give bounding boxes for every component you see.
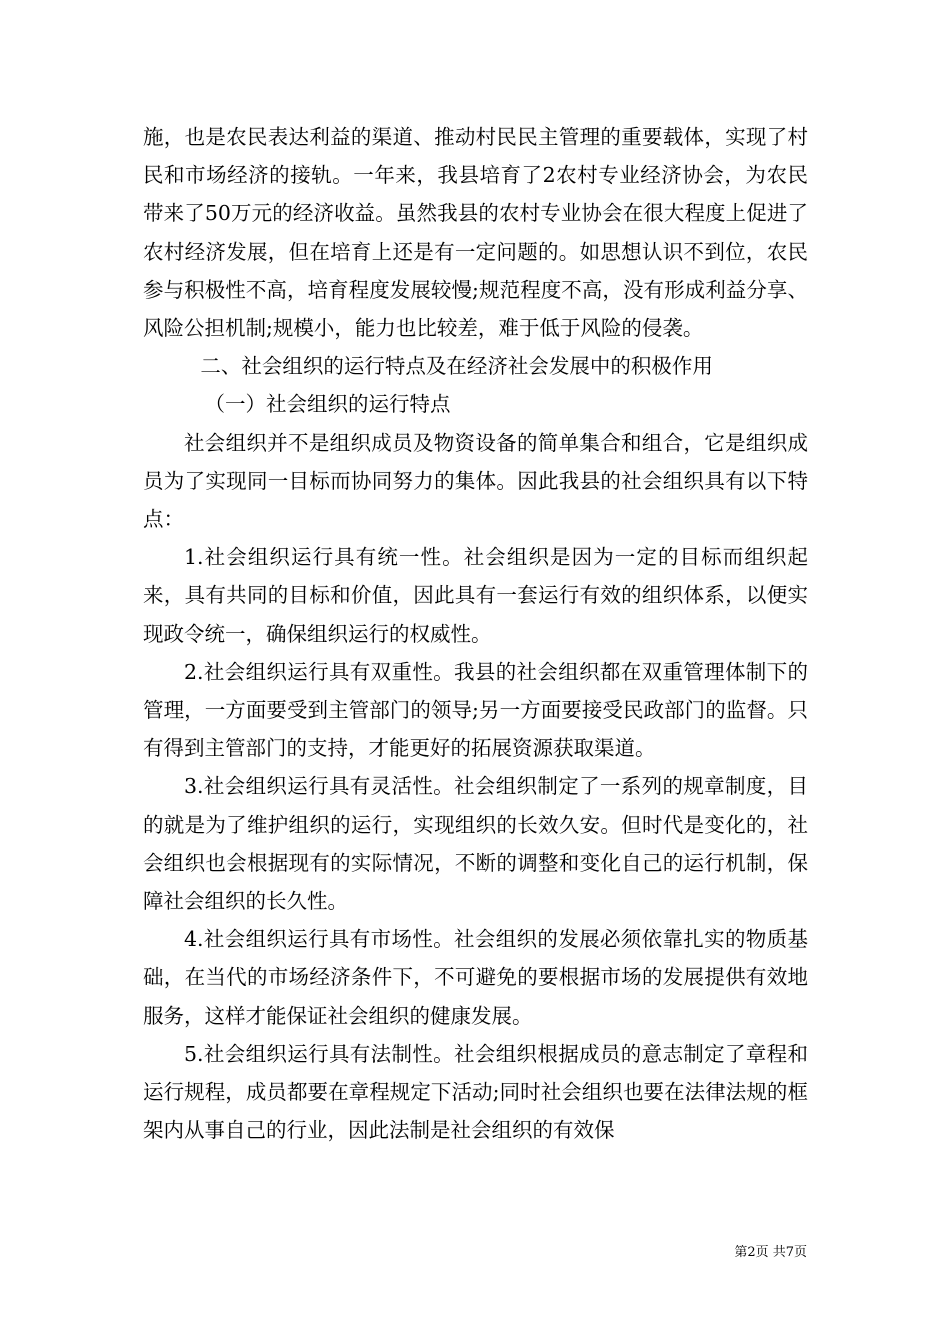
list-item-1: 1.社会组织运行具有统一性。社会组织是因为一定的目标而组织起来，具有共同的目标和价值，因此具有一套运行有效的组织体系，以便实现政令统一，确保组织运行的权威性。 — [143, 545, 808, 646]
body-text — [143, 118, 808, 1149]
subsection-heading: （一）社会组织的运行特点 — [204, 392, 451, 417]
page-number-footer: 第2页 共7页 — [734, 1245, 807, 1260]
paragraph-continuation: 施，也是农民表达利益的渠道、推动村民民主管理的重要载体，实现了村民和市场经济的接轨。一年来，我县培育了2农村专业经济协会，为农民带来了50万元的经济收益。虽然我县的农村专业协会在很大程度上促进了农村经济发展，但在培育上还是有一定问题的。如思想认识不到位，农民参与积极性不高，培育程度发展较慢;规范程度不高，没有形成利益分享、风险公担机制;规模小，能力也比较差，难于低于风险的侵袭。 — [143, 125, 808, 341]
section-heading: 二、社会组织的运行特点及在经济社会发展中的积极作用 — [200, 354, 713, 379]
list-item-5: 5.社会组织运行具有法制性。社会组织根据成员的意志制定了章程和运行规程，成员都要在章程规定下活动;同时社会组织也要在法律法规的框架内从事自己的行业，因此法制是社会组织的有效保 — [143, 1041, 808, 1143]
paragraph-intro: 社会组织并不是组织成员及物资设备的简单集合和组合，它是组织成员为了实现同一目标而协同努力的集体。因此我县的社会组织具有以下特点： — [143, 430, 808, 532]
list-item-4: 4.社会组织运行具有市场性。社会组织的发展必须依靠扎实的物质基础，在当代的市场经济条件下，不可避免的要根据市场的发展提供有效地服务，这样才能保证社会组织的健康发展。 — [143, 927, 808, 1028]
list-item-3: 3.社会组织运行具有灵活性。社会组织制定了一系列的规章制度，目的就是为了维护组织的运行，实现组织的长效久安。但时代是变化的，社会组织也会根据现有的实际情况，不断的调整和变化自己的运行机制，保障社会组织的长久性。 — [143, 774, 808, 914]
list-item-2: 2.社会组织运行具有双重性。我县的社会组织都在双重管理体制下的管理，一方面要受到主管部门的领导;另一方面要接受民政部门的监督。只有得到主管部门的支持，才能更好的拓展资源获取渠道。 — [143, 659, 808, 761]
